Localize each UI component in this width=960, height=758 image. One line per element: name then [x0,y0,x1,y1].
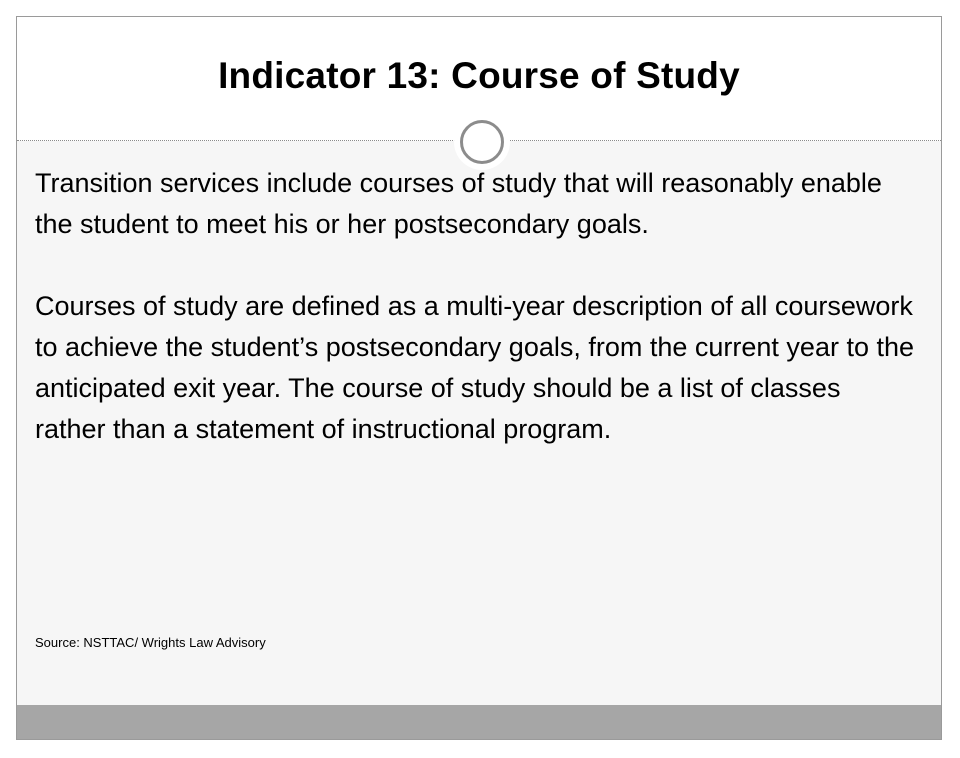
slide-body [35,163,915,450]
ring-shape [460,120,504,164]
source-note: Source: NSTTAC/ Wrights Law Advisory [35,635,266,650]
footer-bar [17,705,941,739]
circle-ornament-icon [454,114,510,170]
slide-title: Indicator 13: Course of Study [218,55,740,96]
slide [16,16,942,740]
paragraph-courses-of-study: Courses of study are defined as a multi-year description of all coursework to achieve the student’s postsecondary goals, from the current year to the anticipated exit year. The course of study should be a list of classes rather than a statement of instructional program. [35,291,915,444]
paragraph-transition-services: Transition services include courses of study that will reasonably enable the student to meet his or her postsecondary goals. [35,168,882,239]
